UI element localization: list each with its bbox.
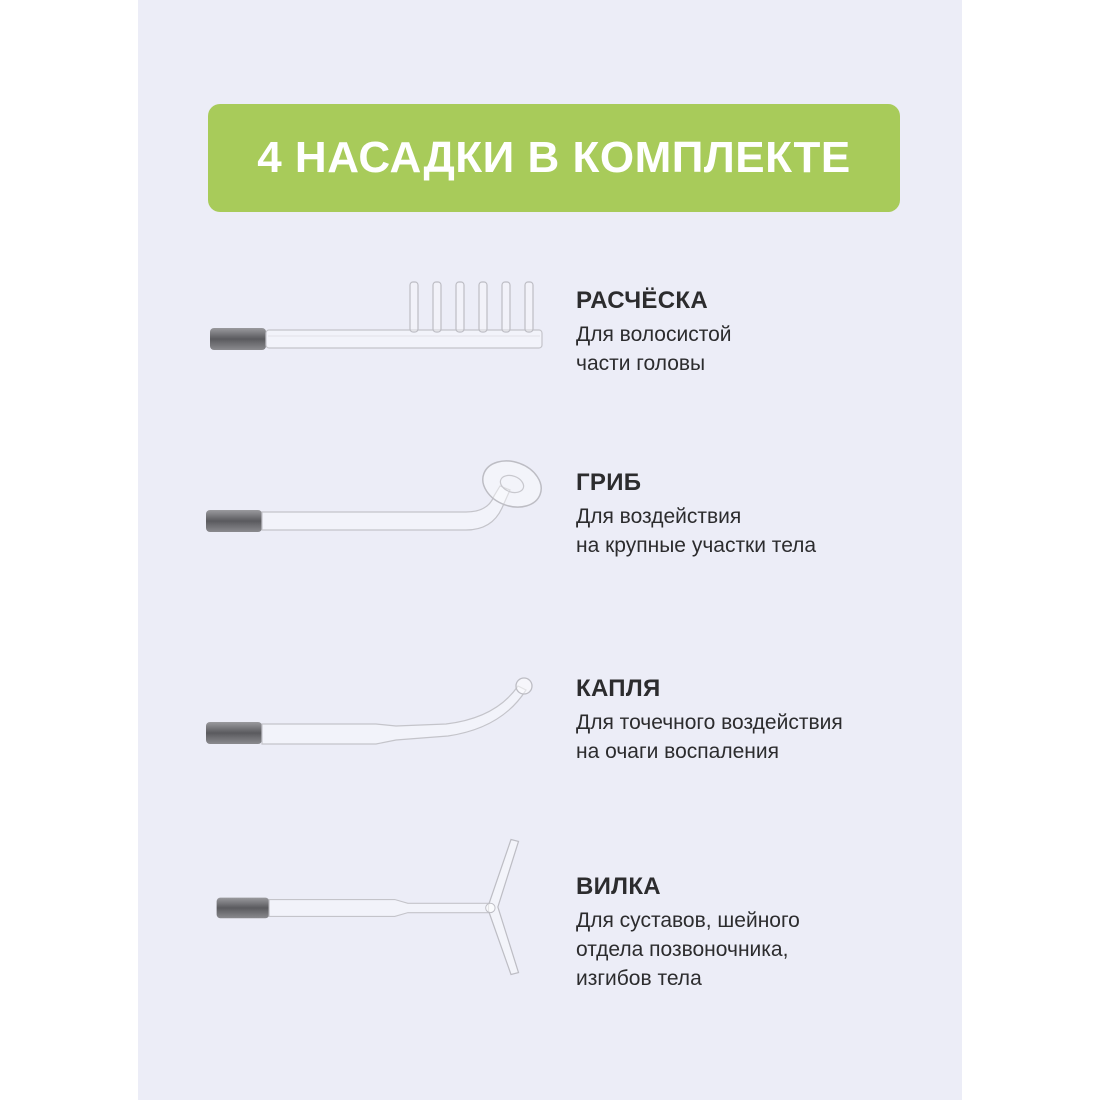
item-description: Для воздействия <box>576 505 742 528</box>
item-description: отдела позвоночника, <box>576 938 789 961</box>
item-description: на крупные участки тела <box>576 534 817 557</box>
item-description: части головы <box>576 352 706 375</box>
comb-electrode-icon <box>196 270 556 420</box>
page-title: 4 НАСАДКИ В КОМПЛЕКТЕ <box>257 133 851 182</box>
header-banner <box>208 104 900 212</box>
item-description: изгибов тела <box>576 967 702 990</box>
item-description: Для суставов, шейного <box>576 909 800 932</box>
item-description: Для точечного воздействия <box>576 711 843 734</box>
item-title: КАПЛЯ <box>576 675 661 702</box>
fork-electrode-icon <box>196 832 556 982</box>
item-title: РАСЧЁСКА <box>576 287 708 314</box>
item-title: ВИЛКА <box>576 873 661 900</box>
item-description: Для волосистой <box>576 323 732 346</box>
mushroom-electrode-icon <box>196 452 556 602</box>
item-title: ГРИБ <box>576 469 642 496</box>
drop-electrode-icon <box>196 660 556 810</box>
item-description: на очаги воспаления <box>576 740 779 763</box>
